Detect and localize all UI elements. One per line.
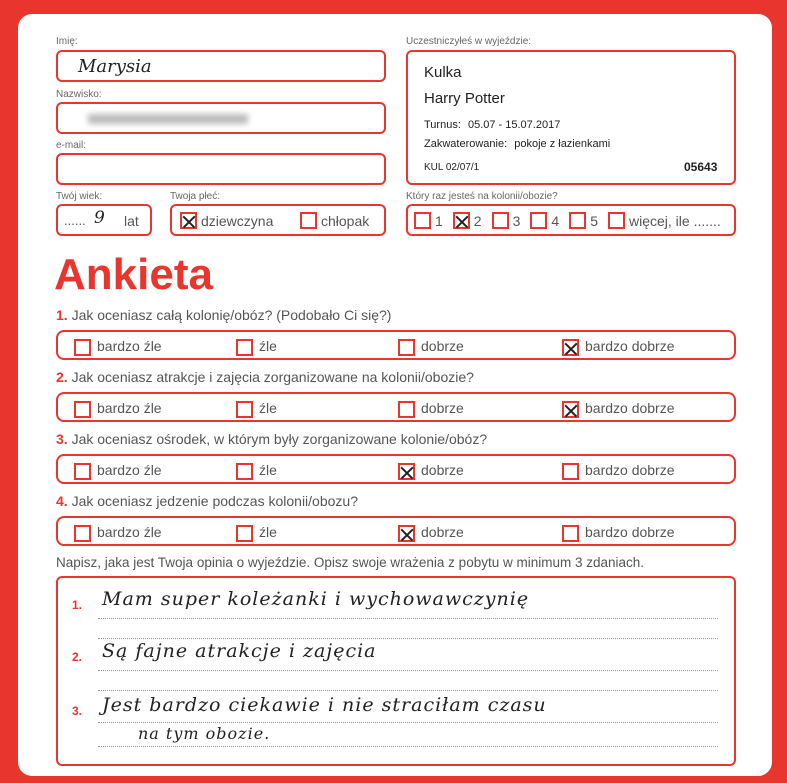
time-1-option[interactable] [414,212,443,229]
q1-opt-2[interactable] [236,338,277,356]
q2-opt-1[interactable] [74,400,162,418]
trip-label: Uczestniczyłeś w wyjeździe: [406,36,532,47]
turnus-label: Turnus: [424,119,461,131]
time-5-option[interactable] [569,212,598,229]
question-2 [56,369,474,385]
gender-label: Twoja płeć: [170,191,221,202]
age-value: 9 [94,208,105,228]
q4-opt-3-label: dobrze [421,524,464,540]
q1-opt-3[interactable] [398,338,464,356]
girl-checkbox[interactable] [180,212,197,229]
which-time-label: Który raz jesteś na kolonii/obozie? [406,191,558,202]
time-3-option[interactable] [492,212,521,229]
q2-opt-2-label: źle [259,400,277,416]
time-4-label: 4 [551,212,560,229]
time-1-label: 1 [435,212,443,229]
time-3-checkbox[interactable] [492,212,509,229]
trip-theme: Harry Potter [424,90,505,107]
redacted-surname [88,114,248,124]
page-title: Ankieta [54,250,213,299]
q3-opt-3[interactable] [398,462,464,480]
q2-opt-2[interactable] [236,400,277,418]
q1-opt-4[interactable] [562,338,675,356]
age-label: Twój wiek: [56,191,103,202]
q1-opt-3-label: dobrze [421,338,464,354]
name-field[interactable] [56,50,386,82]
q3-cb-4[interactable] [562,463,579,480]
q1-opt-1-label: bardzo źle [97,338,162,354]
gender-field [170,204,386,236]
q2-cb-3[interactable] [398,401,415,418]
time-5-checkbox[interactable] [569,212,586,229]
time-2-option[interactable] [453,212,482,229]
q2-cb-2[interactable] [236,401,253,418]
time-4-option[interactable] [530,212,559,229]
time-more-checkbox[interactable] [608,212,625,229]
name-label: Imię: [56,36,78,47]
email-label: e-mail: [56,140,87,151]
q1-cb-3[interactable] [398,339,415,356]
opinion-rule-2 [98,670,718,671]
q4-opt-2[interactable] [236,524,277,542]
q1-text: Jak oceniasz całą kolonię/obóz? (Podobało Ci się?) [71,307,392,323]
opinion-num-1: 1. [72,598,83,612]
boy-label: chłopak [321,212,370,229]
q1-opt-4-label: bardzo dobrze [585,338,675,354]
time-more-option[interactable] [608,212,721,229]
email-field[interactable] [56,153,386,185]
q1-num: 1. [56,307,68,323]
opinion-rule-3b [98,746,718,747]
girl-label: dziewczyna [201,212,274,229]
opinion-rule-1 [98,618,718,619]
q4-opt-4-label: bardzo dobrze [585,524,675,540]
turnus-value: 05.07 - 15.07.2017 [467,119,561,131]
time-more-label: więcej, ile ....... [628,212,721,229]
opinion-rule-2b [98,690,718,691]
q3-opt-4-label: bardzo dobrze [585,462,675,478]
age-unit: lat [124,213,139,229]
q2-options [56,392,736,422]
q1-options [56,330,736,360]
trip-number: 05643 [684,160,718,174]
q4-cb-4[interactable] [562,525,579,542]
question-1 [56,307,391,323]
trip-box [406,50,736,185]
q4-opt-2-label: źle [259,524,277,540]
opinion-line-3b: na tym obozie. [138,724,271,743]
gender-boy-option[interactable] [300,212,369,229]
q4-cb-1[interactable] [74,525,91,542]
trip-code: KUL 02/07/1 [424,162,480,173]
q1-cb-2[interactable] [236,339,253,356]
q4-cb-2[interactable] [236,525,253,542]
time-2-checkbox[interactable] [453,212,470,229]
q4-cb-3[interactable] [398,525,415,542]
q1-cb-1[interactable] [74,339,91,356]
age-dots: ...... [64,213,86,228]
q2-opt-4[interactable] [562,400,675,418]
q3-opt-1-label: bardzo źle [97,462,162,478]
name-value: Marysia [78,56,152,77]
time-5-label: 5 [590,212,598,229]
surname-field[interactable] [56,102,386,134]
opinion-prompt: Napisz, jaka jest Twoja opinia o wyjeździe. Opisz swoje wrażenia z pobytu w minimum 3 zdaniach. [56,555,645,570]
q3-opt-2-label: źle [259,462,277,478]
accom-label: Zakwaterowanie: [424,138,508,150]
q3-cb-3[interactable] [398,463,415,480]
q4-options [56,516,736,546]
q1-cb-4[interactable] [562,339,579,356]
q4-text: Jak oceniasz jedzenie podczas kolonii/obozu? [71,493,358,509]
time-2-label: 2 [473,212,482,229]
age-field[interactable] [56,204,152,236]
question-4 [56,493,358,509]
time-3-label: 3 [512,212,521,229]
q4-opt-1-label: bardzo źle [97,524,162,540]
q2-opt-3[interactable] [398,400,464,418]
opinion-line-1: Mam super koleżanki i wychowawczynię [102,588,530,610]
q3-opt-2[interactable] [236,462,277,480]
q3-num: 3. [56,431,68,447]
q2-opt-4-label: bardzo dobrze [585,400,675,416]
q3-text: Jak oceniasz ośrodek, w którym były zorganizowane kolonie/obóz? [71,431,488,447]
trip-camp: Kulka [424,64,462,81]
q4-opt-4[interactable] [562,524,675,542]
time-1-checkbox[interactable] [414,212,431,229]
q4-num: 4. [56,493,68,509]
surname-label: Nazwisko: [56,89,102,100]
q4-opt-1[interactable] [74,524,162,542]
q3-cb-2[interactable] [236,463,253,480]
opinion-num-2: 2. [72,650,83,664]
opinion-line-3: Jest bardzo ciekawie i nie straciłam czasu [102,694,547,716]
survey-sheet [18,14,772,776]
gender-girl-option[interactable] [180,212,273,229]
q3-opt-1[interactable] [74,462,162,480]
time-4-checkbox[interactable] [530,212,547,229]
opinion-rule-3 [98,722,718,723]
q3-cb-1[interactable] [74,463,91,480]
q1-opt-1[interactable] [74,338,162,356]
opinion-box[interactable] [56,576,736,766]
q3-opt-4[interactable] [562,462,675,480]
q2-opt-1-label: bardzo źle [97,400,162,416]
q2-text: Jak oceniasz atrakcje i zajęcia zorganizowane na kolonii/obozie? [71,369,474,385]
q3-opt-3-label: dobrze [421,462,464,478]
opinion-rule-1b [98,638,718,639]
q3-options [56,454,736,484]
q2-cb-1[interactable] [74,401,91,418]
q1-opt-2-label: źle [259,338,277,354]
which-time-field [406,204,736,236]
q4-opt-3[interactable] [398,524,464,542]
q2-opt-3-label: dobrze [421,400,464,416]
question-3 [56,431,487,447]
q2-cb-4[interactable] [562,401,579,418]
opinion-line-2: Są fajne atrakcje i zajęcia [102,640,377,662]
opinion-num-3: 3. [72,704,83,718]
q2-num: 2. [56,369,68,385]
accom-value: pokoje z łazienkami [514,138,611,150]
boy-checkbox[interactable] [300,212,317,229]
